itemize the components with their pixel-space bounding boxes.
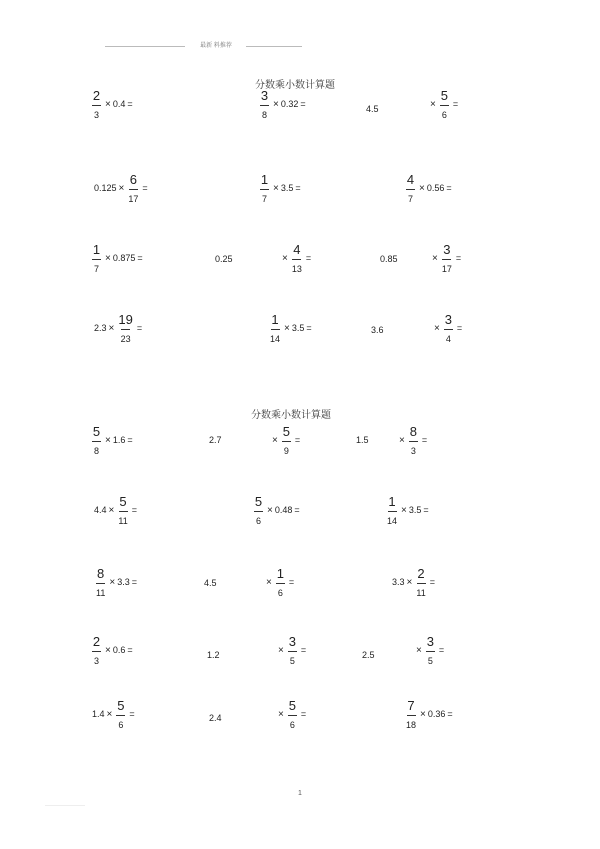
fraction-numerator: 2 (92, 633, 101, 649)
fraction-denominator: 17 (128, 193, 139, 204)
fraction-bar (388, 511, 397, 512)
decimal-number: 0.6 (112, 645, 126, 655)
equals-sign: = (127, 645, 133, 655)
equals-sign: = (131, 505, 137, 515)
equals-sign: = (295, 183, 301, 193)
equals-sign: = (131, 577, 137, 587)
fraction (276, 567, 285, 598)
fraction (409, 425, 418, 456)
multiply-sign: × (273, 182, 279, 194)
problem-expression (404, 694, 453, 734)
multiply-sign: × (105, 644, 111, 656)
equals-sign: = (137, 253, 143, 263)
stray-decimal-number: 1.5 (356, 435, 369, 445)
fraction-denominator: 6 (118, 719, 124, 730)
fraction-denominator: 11 (96, 587, 106, 598)
page-number: 1 (298, 790, 302, 797)
problem-expression (90, 84, 133, 124)
fraction (406, 173, 415, 204)
fraction-denominator: 5 (289, 655, 295, 666)
fraction-numerator: 5 (117, 697, 125, 713)
fraction-bar (276, 583, 285, 584)
multiply-sign: × (272, 434, 278, 446)
decimal-number: 0.36 (427, 709, 446, 719)
fraction-bar (288, 651, 297, 652)
fraction-numerator: 2 (417, 565, 425, 581)
multiply-sign: × (278, 708, 284, 720)
fraction-bar (260, 105, 269, 106)
fraction-numerator: 3 (444, 311, 452, 327)
fraction-denominator: 3 (93, 109, 99, 120)
stray-decimal-number: 0.25 (215, 254, 233, 264)
decimal-number: 0.32 (280, 99, 299, 109)
fraction-bar (121, 329, 130, 330)
header-rule-right (246, 46, 302, 47)
stray-decimal-number: 3.6 (371, 325, 384, 335)
stray-decimal-number: 1.2 (207, 650, 220, 660)
fraction-numerator: 4 (293, 241, 301, 257)
fraction-bar (282, 441, 291, 442)
equals-sign: = (294, 505, 300, 515)
equals-sign: = (300, 99, 306, 109)
fraction-bar (407, 715, 416, 716)
problem-expression (90, 420, 133, 460)
fraction-bar (426, 651, 435, 652)
decimal-number: 3.3 (117, 577, 130, 587)
problem-expression (258, 168, 301, 208)
fraction-denominator: 13 (291, 263, 302, 274)
fraction (416, 567, 425, 598)
multiply-sign: × (284, 322, 290, 334)
decimal-number: 1.6 (112, 435, 126, 445)
multiply-sign: × (419, 182, 425, 194)
equals-sign: = (447, 709, 453, 719)
equals-sign: = (455, 253, 462, 263)
fraction (260, 173, 269, 204)
fraction-bar (444, 329, 453, 330)
fraction-numerator: 8 (97, 565, 105, 581)
fraction-numerator: 3 (260, 87, 269, 103)
decimal-number: 4.4 (94, 505, 107, 515)
fraction (118, 495, 127, 526)
fraction-bar (254, 511, 263, 512)
equals-sign: = (300, 645, 307, 655)
fraction-numerator: 5 (92, 423, 101, 439)
fraction-bar (116, 715, 125, 716)
stray-decimal-number: 2.7 (209, 435, 222, 445)
fraction-numerator: 2 (92, 87, 101, 103)
fraction (92, 425, 101, 456)
equals-sign: = (127, 435, 133, 445)
fraction (387, 495, 397, 526)
equals-sign: = (300, 709, 307, 719)
multiply-sign: × (406, 576, 413, 588)
fraction-numerator: 6 (129, 171, 137, 187)
fraction-numerator: 1 (260, 171, 269, 187)
fraction-bar (92, 105, 101, 106)
fraction-bar (96, 583, 105, 584)
fraction-denominator: 5 (427, 655, 433, 666)
fraction-denominator: 14 (270, 333, 281, 344)
problem-expression (276, 630, 306, 670)
fraction-numerator: 19 (118, 311, 133, 327)
fraction-denominator: 6 (441, 109, 447, 120)
fraction (444, 313, 453, 344)
decimal-number: 2.3 (94, 323, 107, 333)
equals-sign: = (127, 99, 133, 109)
problem-expression (432, 308, 462, 348)
fraction-denominator: 7 (261, 193, 267, 204)
problem-expression (276, 694, 306, 734)
equals-sign: = (446, 183, 452, 193)
fraction-numerator: 8 (409, 423, 417, 439)
decimal-number: 0.125 (94, 183, 117, 193)
fraction-bar (92, 651, 101, 652)
problem-expression (92, 694, 135, 734)
stray-decimal-number: 0.85 (380, 254, 398, 264)
problem-expression (397, 420, 427, 460)
fraction-numerator: 3 (443, 241, 451, 257)
decimal-number: 0.4 (112, 99, 126, 109)
stray-decimal-number: 2.5 (362, 650, 375, 660)
equals-sign: = (456, 323, 463, 333)
fraction-numerator: 1 (276, 565, 284, 581)
decimal-number: 3.5 (280, 183, 294, 193)
decimal-number: 3.5 (408, 505, 422, 515)
fraction (128, 173, 138, 204)
fraction-numerator: 4 (406, 171, 415, 187)
equals-sign: = (306, 323, 312, 333)
fraction (282, 425, 291, 456)
fraction-numerator: 5 (119, 493, 127, 509)
stray-decimal-number: 4.5 (204, 578, 217, 588)
equals-sign: = (288, 577, 295, 587)
multiply-sign: × (105, 252, 111, 264)
fraction-bar (288, 715, 297, 716)
scan-mark (45, 805, 85, 806)
problem-expression (94, 562, 137, 602)
fraction (270, 313, 280, 344)
fraction-denominator: 6 (277, 587, 283, 598)
equals-sign: = (142, 183, 148, 193)
fraction (426, 635, 435, 666)
fraction-bar (440, 105, 449, 106)
stray-decimal-number: 4.5 (366, 104, 379, 114)
fraction-numerator: 5 (288, 697, 296, 713)
fraction (260, 89, 269, 120)
equals-sign: = (305, 253, 312, 263)
decimal-number: 3.3 (392, 577, 405, 587)
problem-expression (258, 84, 306, 124)
problem-expression (270, 420, 300, 460)
problem-expression (94, 168, 148, 208)
multiply-sign: × (108, 322, 115, 334)
multiply-sign: × (434, 322, 440, 334)
problem-expression (90, 238, 143, 278)
problem-expression (430, 238, 461, 278)
fraction (442, 243, 452, 274)
fraction (92, 635, 101, 666)
fraction-bar (129, 189, 138, 190)
fraction-numerator: 5 (254, 493, 263, 509)
section-1-title: 分数乘小数计算题 (255, 80, 335, 91)
section-2-title: 分数乘小数计算题 (251, 410, 331, 421)
fraction-numerator: 5 (440, 87, 448, 103)
fraction-bar (119, 511, 128, 512)
decimal-number: 0.56 (426, 183, 445, 193)
fraction-denominator: 17 (441, 263, 452, 274)
multiply-sign: × (105, 434, 111, 446)
multiply-sign: × (420, 708, 426, 720)
header-text: 最新 料推荐 (200, 43, 232, 49)
equals-sign: = (136, 323, 143, 333)
fraction-bar (442, 259, 451, 260)
fraction-bar (271, 329, 280, 330)
fraction (116, 699, 125, 730)
equals-sign: = (129, 709, 135, 719)
fraction (288, 699, 297, 730)
fraction (288, 635, 297, 666)
fraction-bar (409, 441, 418, 442)
fraction-denominator: 6 (255, 515, 261, 526)
fraction-denominator: 11 (118, 515, 128, 526)
problem-expression (94, 308, 142, 348)
fraction-denominator: 23 (120, 333, 131, 344)
fraction-bar (406, 189, 415, 190)
fraction (440, 89, 449, 120)
problem-expression (414, 630, 444, 670)
fraction-denominator: 11 (416, 587, 426, 598)
multiply-sign: × (416, 644, 422, 656)
fraction-denominator: 8 (93, 445, 99, 456)
fraction-bar (417, 583, 426, 584)
multiply-sign: × (282, 252, 288, 264)
problem-expression (385, 490, 429, 530)
problem-expression (90, 630, 133, 670)
decimal-number: 1.4 (92, 709, 105, 719)
fraction-denominator: 4 (445, 333, 451, 344)
problem-expression (404, 168, 452, 208)
equals-sign: = (423, 505, 429, 515)
multiply-sign: × (430, 98, 436, 110)
fraction-denominator: 7 (407, 193, 413, 204)
problem-expression (268, 308, 312, 348)
fraction (92, 89, 101, 120)
problem-expression (280, 238, 311, 278)
fraction-denominator: 3 (93, 655, 99, 666)
header-rule-left (105, 46, 185, 47)
fraction-denominator: 18 (406, 719, 417, 730)
fraction-numerator: 1 (271, 311, 279, 327)
problem-expression (94, 490, 137, 530)
multiply-sign: × (266, 576, 272, 588)
fraction-numerator: 1 (388, 493, 396, 509)
problem-expression (264, 562, 294, 602)
problem-expression (428, 84, 458, 124)
fraction-denominator: 9 (283, 445, 289, 456)
equals-sign: = (294, 435, 301, 445)
multiply-sign: × (401, 504, 407, 516)
multiply-sign: × (106, 708, 113, 720)
fraction-denominator: 7 (93, 263, 99, 274)
fraction (118, 313, 132, 344)
multiply-sign: × (118, 182, 125, 194)
multiply-sign: × (109, 576, 116, 588)
equals-sign: = (421, 435, 428, 445)
equals-sign: = (438, 645, 445, 655)
stray-decimal-number: 2.4 (209, 713, 222, 723)
multiply-sign: × (273, 98, 279, 110)
multiply-sign: × (399, 434, 405, 446)
fraction (92, 243, 101, 274)
fraction-denominator: 14 (387, 515, 398, 526)
fraction (406, 699, 416, 730)
fraction-denominator: 3 (410, 445, 416, 456)
multiply-sign: × (105, 98, 111, 110)
fraction-numerator: 7 (407, 697, 415, 713)
fraction-bar (92, 259, 101, 260)
equals-sign: = (452, 99, 459, 109)
equals-sign: = (429, 577, 435, 587)
decimal-number: 0.48 (274, 505, 293, 515)
fraction (254, 495, 263, 526)
decimal-number: 0.875 (112, 253, 136, 263)
fraction-bar (260, 189, 269, 190)
fraction-denominator: 6 (289, 719, 295, 730)
fraction-denominator: 8 (261, 109, 267, 120)
fraction-numerator: 3 (426, 633, 434, 649)
multiply-sign: × (278, 644, 284, 656)
problem-expression (252, 490, 300, 530)
multiply-sign: × (108, 504, 115, 516)
fraction-numerator: 5 (282, 423, 290, 439)
decimal-number: 3.5 (291, 323, 305, 333)
fraction-bar (292, 259, 301, 260)
fraction (96, 567, 105, 598)
problem-expression (392, 562, 435, 602)
multiply-sign: × (267, 504, 273, 516)
fraction (292, 243, 302, 274)
fraction-bar (92, 441, 101, 442)
fraction-numerator: 3 (288, 633, 296, 649)
multiply-sign: × (432, 252, 438, 264)
fraction-numerator: 1 (92, 241, 101, 257)
